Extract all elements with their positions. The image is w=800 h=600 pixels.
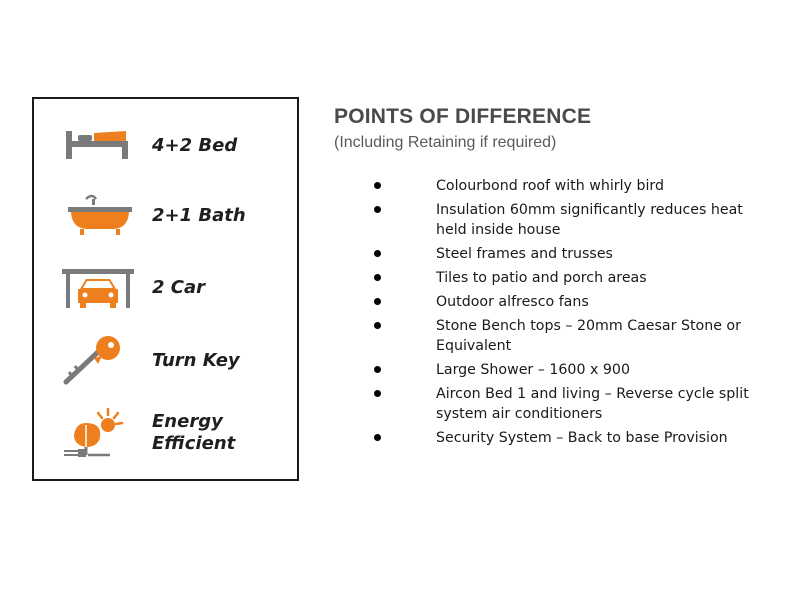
- page-title: POINTS OF DIFFERENCE: [334, 105, 592, 128]
- bullet-icon: [374, 182, 381, 189]
- feature-label-line2: Efficient: [152, 433, 236, 454]
- bullet-icon: [374, 250, 381, 257]
- page-subtitle: (Including Retaining if required): [334, 134, 557, 151]
- feature-label: 4+2 Bed: [152, 135, 238, 156]
- list-item-text: Stone Bench tops – 20mm Caesar Stone or Equivalent: [436, 318, 741, 354]
- feature-label: Turn Key: [152, 350, 240, 371]
- list-item-text: Large Shower – 1600 x 900: [436, 362, 630, 378]
- list-item: [370, 428, 770, 448]
- bullet-icon: [374, 390, 381, 397]
- list-item: [370, 176, 770, 196]
- feature-label: [152, 411, 235, 455]
- list-item-text: Outdoor alfresco fans: [436, 294, 589, 310]
- list-item-text: Tiles to patio and porch areas: [436, 270, 647, 286]
- feature-label-line1: Energy: [152, 411, 223, 432]
- feature-label: 2+1 Bath: [152, 205, 246, 226]
- bullet-icon: [374, 434, 381, 441]
- car-garage-icon: [56, 263, 140, 319]
- list-item-text: Steel frames and trusses: [436, 246, 613, 262]
- bullet-icon: [374, 298, 381, 305]
- list-item-text: Insulation 60mm significantly reduces heat held inside house: [436, 202, 743, 238]
- points-list: [370, 176, 770, 452]
- bullet-icon: [374, 366, 381, 373]
- list-item-text: Aircon Bed 1 and living – Reverse cycle split system air conditioners: [436, 386, 749, 422]
- bath-icon: [56, 189, 140, 245]
- feature-label: 2 Car: [152, 277, 206, 298]
- list-item: [370, 360, 770, 380]
- bullet-icon: [374, 206, 381, 213]
- list-item: [370, 384, 770, 424]
- list-item: [370, 268, 770, 288]
- list-item: [370, 316, 770, 356]
- energy-efficient-icon: [56, 407, 140, 463]
- features-panel: [32, 97, 299, 481]
- list-item-text: Colourbond roof with whirly bird: [436, 178, 664, 194]
- list-item: [370, 200, 770, 240]
- list-item: [370, 244, 770, 264]
- bed-icon: [56, 117, 140, 173]
- list-item: [370, 292, 770, 312]
- key-icon: [56, 334, 140, 390]
- bullet-icon: [374, 274, 381, 281]
- bullet-icon: [374, 322, 381, 329]
- list-item-text: Security System – Back to base Provision: [436, 430, 728, 446]
